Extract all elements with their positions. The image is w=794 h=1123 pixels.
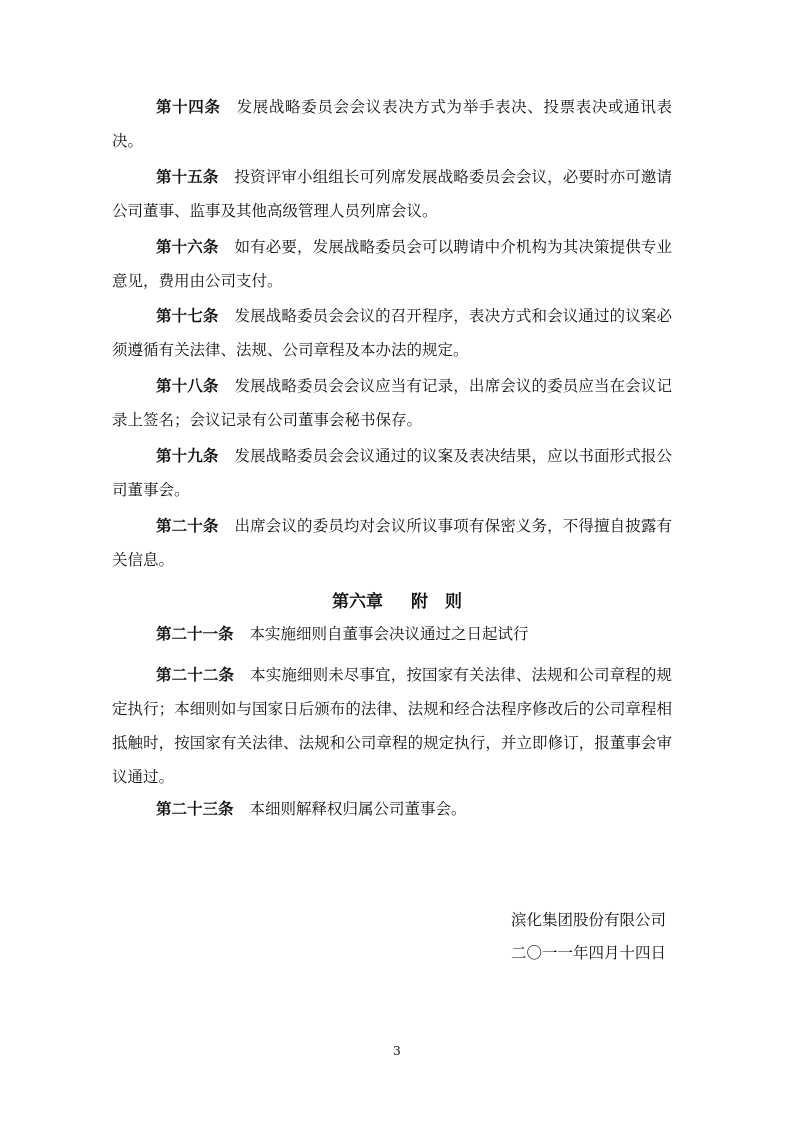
article-19 bbox=[112, 439, 672, 507]
article-14 bbox=[112, 90, 672, 158]
article-text: 发展战略委员会会议应当有记录，出席会议的委员应当在会议记录上签名；会议记录有公司董事会秘书保存。 bbox=[112, 377, 672, 429]
article-text: 投资评审小组组长可列席发展战略委员会会议，必要时亦可邀请公司董事、监事及其他高级管理人员列席会议。 bbox=[112, 168, 672, 220]
article-number: 第十七条 bbox=[156, 306, 219, 325]
article-number: 第二十三条 bbox=[156, 799, 234, 818]
chapter-title: 附 则 bbox=[411, 592, 462, 612]
article-16 bbox=[112, 230, 672, 298]
article-number: 第十六条 bbox=[156, 237, 219, 256]
article-20 bbox=[112, 509, 672, 577]
signature-date: 二〇一一年四月十四日 bbox=[510, 944, 666, 962]
article-number: 第二十一条 bbox=[156, 624, 234, 643]
article-number: 第十八条 bbox=[156, 376, 219, 395]
article-number: 第二十条 bbox=[156, 516, 219, 535]
article-21 bbox=[112, 617, 672, 651]
article-number: 第二十二条 bbox=[156, 665, 235, 684]
article-text: 出席会议的委员均对会议所议事项有保密义务，不得擅自披露有关信息。 bbox=[112, 517, 672, 569]
page-number: 3 bbox=[393, 1044, 401, 1058]
article-22 bbox=[112, 658, 672, 794]
article-text: 如有必要，发展战略委员会可以聘请中介机构为其决策提供专业意见，费用由公司支付。 bbox=[112, 238, 672, 290]
article-18 bbox=[112, 369, 672, 437]
article-number: 第十五条 bbox=[156, 167, 219, 186]
article-number: 第十四条 bbox=[156, 97, 221, 116]
article-number: 第十九条 bbox=[156, 446, 219, 465]
article-text: 发展战略委员会会议表决方式为举手表决、投票表决或通讯表决。 bbox=[112, 98, 672, 150]
article-text: 本实施细则自董事会决议通过之日起试行 bbox=[249, 625, 529, 643]
chapter-number: 第六章 bbox=[332, 592, 383, 612]
article-text: 发展战略委员会会议通过的议案及表决结果，应以书面形式报公司董事会。 bbox=[112, 447, 672, 499]
article-17 bbox=[112, 299, 672, 367]
article-text: 发展战略委员会会议的召开程序，表决方式和会议通过的议案必须遵循有关法律、法规、公司章程及本办法的规定。 bbox=[112, 307, 672, 359]
chapter-heading bbox=[0, 587, 794, 617]
article-text: 本细则解释权归属公司董事会。 bbox=[249, 800, 467, 818]
article-text: 本实施细则未尽事宜，按国家有关法律、法规和公司章程的规定执行；本细则如与国家日后颁布的法律、法规和经合法程序修改后的公司章程相抵触时，按国家有关法律、法规和公司章程的规定执行，并立即修订，报董事会审议通过。 bbox=[112, 666, 672, 786]
signature-company: 滨化集团股份有限公司 bbox=[510, 911, 666, 929]
article-23 bbox=[112, 792, 672, 826]
article-15 bbox=[112, 160, 672, 228]
